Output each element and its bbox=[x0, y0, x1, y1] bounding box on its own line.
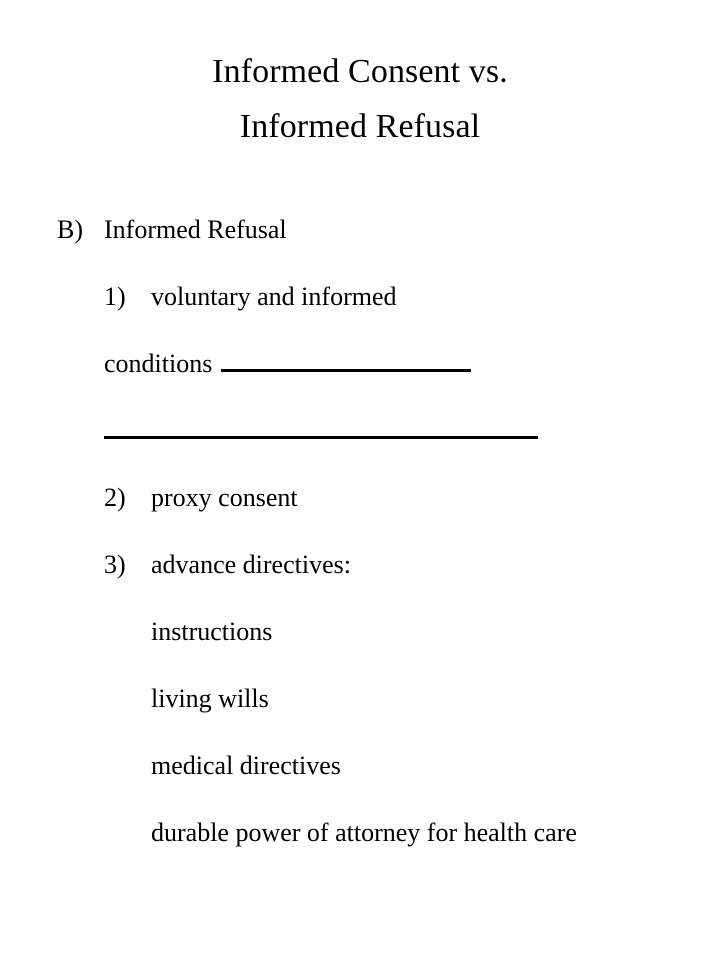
slide-title bbox=[0, 44, 720, 154]
advance-directive-durable-power-of-attorney-label: durable power of attorney for health care bbox=[151, 818, 577, 847]
slide-body bbox=[0, 196, 720, 866]
conditions-continuation-blank bbox=[104, 419, 538, 439]
list-item-2 bbox=[0, 464, 720, 531]
list-item-1-marker: 1) bbox=[104, 282, 126, 311]
advance-directive-instructions-label: instructions bbox=[151, 617, 273, 646]
list-item-2-label: proxy consent bbox=[151, 483, 298, 512]
list-item-2-marker: 2) bbox=[104, 483, 126, 512]
list-item-1 bbox=[0, 263, 720, 330]
advance-directive-medical-directives-label: medical directives bbox=[151, 751, 341, 780]
list-item-3 bbox=[0, 531, 720, 598]
advance-directive-medical-directives bbox=[0, 732, 720, 799]
list-item-3-label: advance directives: bbox=[151, 550, 351, 579]
advance-directive-instructions bbox=[0, 598, 720, 665]
slide-title-line-2: Informed Refusal bbox=[239, 108, 481, 145]
advance-directive-living-wills bbox=[0, 665, 720, 732]
section-label: Informed Refusal bbox=[104, 215, 287, 244]
slide-title-line-1: Informed Consent vs. bbox=[212, 53, 508, 90]
section-informed-refusal bbox=[0, 196, 720, 263]
conditions-continuation-line bbox=[0, 397, 720, 464]
list-item-3-marker: 3) bbox=[104, 550, 126, 579]
advance-directive-living-wills-label: living wills bbox=[151, 684, 269, 713]
list-item-1-label: voluntary and informed bbox=[151, 282, 397, 311]
conditions-blank bbox=[221, 352, 471, 372]
conditions-line bbox=[0, 330, 720, 397]
advance-directive-durable-power-of-attorney bbox=[0, 799, 720, 866]
section-marker: B) bbox=[57, 215, 83, 244]
conditions-label: conditions bbox=[104, 349, 213, 378]
